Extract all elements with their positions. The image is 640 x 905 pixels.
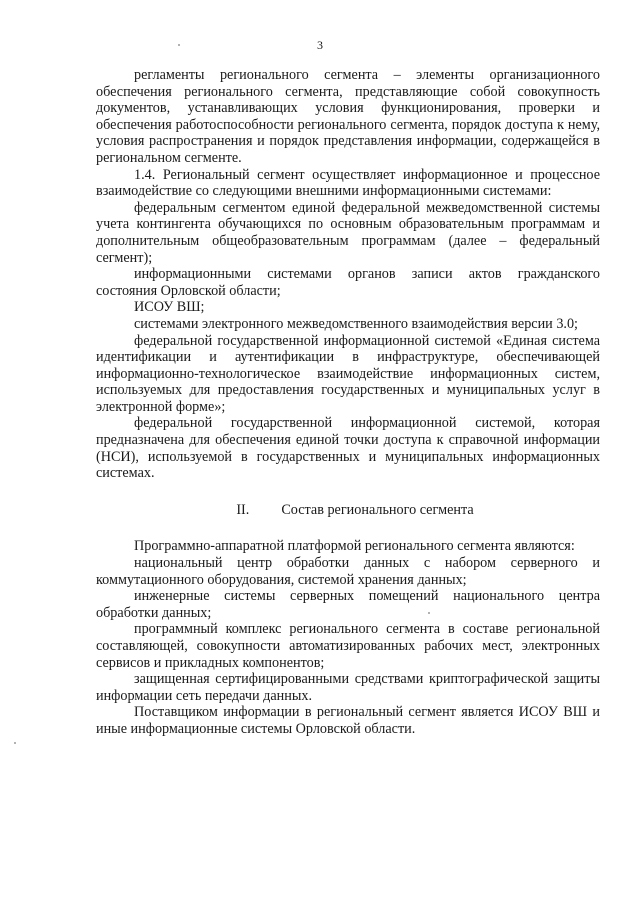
scan-speck [428, 612, 430, 614]
paragraph-software-complex: программный комплекс регионального сегмента в составе региональной составляющей, совокупности автоматизированных рабочих мест, электронных сервисов и прикладных компонентов; [96, 621, 600, 671]
page-number: 3 [317, 38, 323, 52]
paragraph-secure-network: защищенная сертифицированными средствами криптографической защиты информации сеть передачи данных. [96, 671, 600, 704]
paragraph-engineering: инженерные системы серверных помещений национального центра обработки данных; [96, 588, 600, 621]
section-title: Состав регионального сегмента [281, 501, 474, 518]
paragraph-civil-registry: информационными системами органов записи актов гражданского состояния Орловской области; [96, 266, 600, 299]
paragraph-regulations: регламенты регионального сегмента – элементы организационного обеспечения регионального сегмента, представляющие собой совокупность документов, устанавливающих условия функционирования, проверки и обеспечения работоспособности регионального сегмента, порядок доступа к нему, условия распространения и порядок представления информации, содержащейся в региональном сегменте. [96, 67, 600, 166]
paragraph-platform: Программно-аппаратной платформой регионального сегмента являются: [134, 538, 575, 555]
paragraph-data-center: национальный центр обработки данных с набором серверного и коммутационного оборудования, системой хранения данных; [96, 555, 600, 588]
paragraph-esia: федеральной государственной информационной системой «Единая система идентификации и аутентификации в инфраструктуре, обеспечивающей информационно-технологическое взаимодействие информационных систем, используемых для предоставления государственных и муниципальных услуг в электронной форме»; [96, 332, 600, 415]
paragraph-provider: Поставщиком информации в региональный сегмент является ИСОУ ВШ и иные информационные системы Орловской области. [96, 704, 600, 737]
scan-speck [14, 742, 16, 744]
document-body [96, 67, 600, 738]
paragraph-1-4: 1.4. Региональный сегмент осуществляет информационное и процессное взаимодействие со следующими внешними информационными системами: [96, 166, 600, 200]
paragraph-federal-segment: федеральным сегментом единой федеральной межведомственной системы учета контингента обучающихся по основным образовательным программам и дополнительным общеобразовательным программам (далее – федеральный сегмент); [96, 199, 600, 266]
paragraph-smev: системами электронного межведомственного взаимодействия версии 3.0; [134, 315, 578, 332]
paragraph-isou: ИСОУ ВШ; [134, 299, 205, 316]
scan-speck [178, 44, 180, 46]
paragraph-nsi: федеральной государственной информационной системой, которая предназначена для обеспечения единой точки доступа к справочной информации (НСИ), используемой в государственных и муниципальных информационных системах. [96, 415, 600, 482]
section-number: II. [236, 501, 250, 518]
section-heading [96, 502, 600, 519]
